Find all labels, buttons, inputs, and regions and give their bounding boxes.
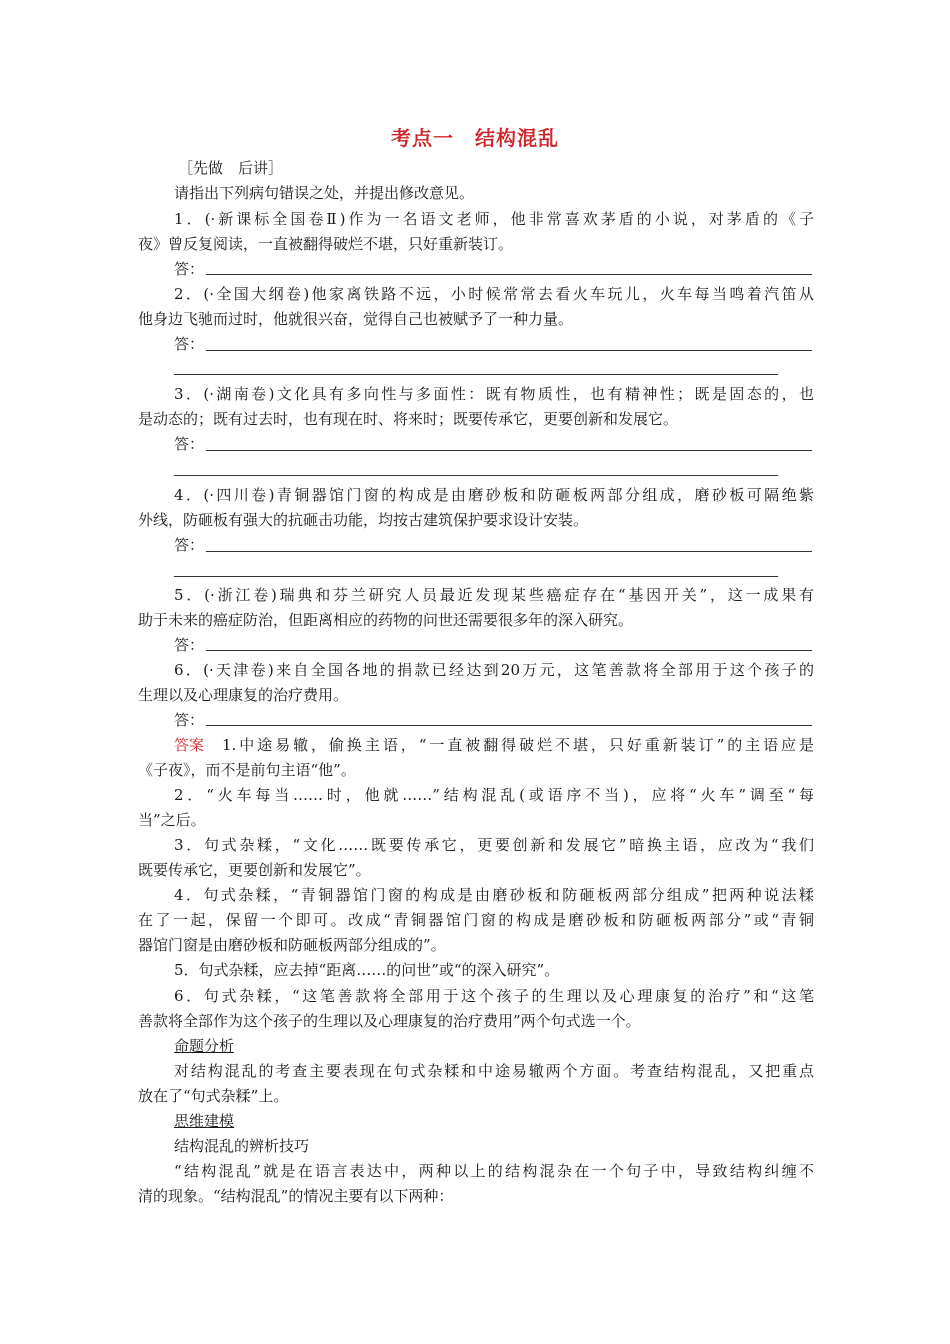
- model-subheading: 结构混乱的辨析技巧: [174, 1137, 310, 1155]
- question-3-line-1: 3．(·湖南卷)文化具有多向性与多面性：既有物质性，也有精神性；既是固态的，也: [174, 385, 814, 403]
- question-1-line-1: 1．(·新课标全国卷Ⅱ)作为一名语文老师，他非常喜欢茅盾的小说，对茅盾的《子: [174, 210, 814, 228]
- question-6-line-2: 生理以及心理康复的治疗费用。: [138, 686, 349, 704]
- section-tag: ［先做 后讲］: [178, 159, 284, 177]
- analysis-line-1: 对结构混乱的考查主要表现在句式杂糅和中途易辙两个方面。考查结构混乱，又把重点: [174, 1062, 814, 1080]
- answer-line: [174, 374, 778, 375]
- answer-2-line-1: 2．“火车每当……时，他就……”结构混乱(或语序不当)，应将“火车”调至“每: [174, 786, 814, 804]
- question-2-line-1: 2．(·全国大纲卷)他家离铁路不远，小时候常常去看火车玩儿，火车每当鸣着汽笛从: [174, 285, 814, 303]
- answer-4-line-3: 器馆门窗是由磨砂板和防砸板两部分组成的”。: [138, 936, 446, 954]
- answer-key-label: 答案: [174, 736, 205, 754]
- answer-label: 答：: [174, 260, 205, 278]
- answer-line: [206, 551, 812, 552]
- question-1-line-2: 夜》曾反复阅读，一直被翻得破烂不堪，只好重新装订。: [138, 235, 514, 253]
- answer-line: [206, 650, 812, 651]
- answer-3-line-1: 3．句式杂糅，“文化……既要传承它，更要创新和发展它”暗换主语，应改为“我们: [174, 836, 814, 854]
- answer-1-line-1: [174, 734, 814, 756]
- question-3-line-2: 是动态的；既有过去时，也有现在时、将来时；既要传承它，更要创新和发展它。: [138, 410, 679, 428]
- page-title: 考点一 结构混乱: [391, 126, 559, 150]
- question-2-line-2: 他身边飞驰而过时，他就很兴奋，觉得自己也被赋予了一种力量。: [138, 310, 574, 328]
- answer-line: [206, 725, 812, 726]
- answer-line: [174, 475, 778, 476]
- question-5-line-2: 助于未来的癌症防治，但距离相应的药物的问世还需要很多年的深入研究。: [138, 611, 634, 629]
- answer-4-line-1: 4．句式杂糅，“青铜器馆门窗的构成是由磨砂板和防砸板两部分组成”把两种说法糅: [174, 886, 814, 904]
- answer-6-line-2: 善款将全部作为这个孩子的生理以及心理康复的治疗费用”两个句式选一个。: [138, 1012, 641, 1030]
- answer-label: 答：: [174, 711, 205, 729]
- answer-6-line-1: 6．句式杂糅，“这笔善款将全部用于这个孩子的生理以及心理康复的治疗”和“这笔: [174, 987, 814, 1005]
- question-5-line-1: 5．(·浙江卷)瑞典和芬兰研究人员最近发现某些癌症存在“基因开关”，这一成果有: [174, 586, 814, 604]
- model-line-1: “结构混乱”就是在语言表达中，两种以上的结构混杂在一个句子中，导致结构纠缠不: [174, 1162, 814, 1180]
- instruction: 请指出下列病句错误之处，并提出修改意见。: [174, 184, 475, 202]
- answer-label: 答：: [174, 536, 205, 554]
- answer-1-line-2: 《子夜》，而不是前句主语“他”。: [138, 761, 356, 779]
- question-4-line-2: 外线，防砸板有强大的抗砸击功能，均按古建筑保护要求设计安装。: [138, 511, 589, 529]
- answer-label: 答：: [174, 435, 205, 453]
- answer-label: 答：: [174, 335, 205, 353]
- answer-1-text: 1.中途易辙，偷换主语，“一直被翻得破烂不堪，只好重新装订”的主语应是: [204, 736, 814, 754]
- model-heading: 思维建模: [174, 1112, 235, 1130]
- analysis-line-2: 放在了“句式杂糅”上。: [138, 1087, 289, 1105]
- answer-3-line-2: 既要传承它，更要创新和发展它”。: [138, 861, 371, 879]
- analysis-heading: 命题分析: [174, 1037, 235, 1055]
- answer-4-line-2: 在了一起，保留一个即可。改成“青铜器馆门窗的构成是磨砂板和防砸板两部分”或“青铜: [138, 911, 814, 929]
- question-4-line-1: 4．(·四川卷)青铜器馆门窗的构成是由磨砂板和防砸板两部分组成，磨砂板可隔绝紫: [174, 486, 814, 504]
- answer-line: [206, 350, 812, 351]
- question-6-line-1: 6．(·天津卷)来自全国各地的捐款已经达到20万元，这笔善款将全部用于这个孩子的: [174, 661, 814, 679]
- answer-2-line-2: 当”之后。: [138, 811, 206, 829]
- model-line-2: 清的现象。“结构混乱”的情况主要有以下两种：: [138, 1187, 454, 1205]
- answer-line: [206, 450, 812, 451]
- answer-5-line-1: 5．句式杂糅，应去掉“距离……的问世”或“的深入研究”。: [174, 961, 560, 979]
- answer-line: [206, 274, 812, 275]
- answer-label: 答：: [174, 636, 205, 654]
- answer-line: [174, 576, 778, 577]
